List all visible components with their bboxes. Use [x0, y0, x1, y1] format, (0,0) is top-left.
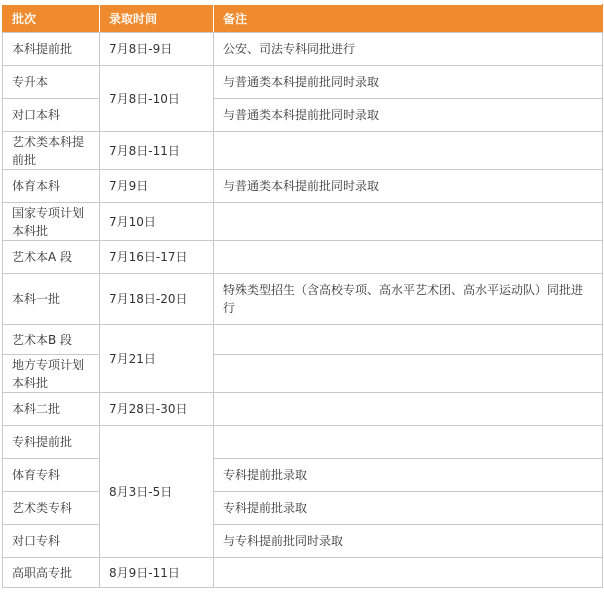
- table-row: [3, 558, 603, 588]
- table-row: [3, 33, 603, 66]
- table-row: [3, 525, 603, 558]
- batch-cell: 本科提前批: [3, 33, 100, 66]
- time-cell: 8月9日-11日: [100, 558, 214, 588]
- table-row: [3, 203, 603, 241]
- note-cell: [214, 426, 603, 459]
- table-row: [3, 274, 603, 325]
- table-header-row: [3, 5, 603, 33]
- time-cell: 7月16日-17日: [100, 241, 214, 274]
- time-cell: 7月8日-9日: [100, 33, 214, 66]
- note-cell: [214, 203, 603, 241]
- table-row: [3, 393, 603, 426]
- note-cell: 与专科提前批同时录取: [214, 525, 603, 558]
- table-row: [3, 132, 603, 170]
- batch-cell: 艺术本B 段: [3, 325, 100, 355]
- batch-cell: 国家专项计划本科批: [3, 203, 100, 241]
- note-cell: [214, 241, 603, 274]
- batch-cell: 本科一批: [3, 274, 100, 325]
- table-row: [3, 492, 603, 525]
- note-cell: [214, 355, 603, 393]
- table-row: [3, 241, 603, 274]
- batch-cell: 体育本科: [3, 170, 100, 203]
- note-cell: 与普通类本科提前批同时录取: [214, 66, 603, 99]
- batch-cell: 高职高专批: [3, 558, 100, 588]
- note-cell: [214, 132, 603, 170]
- batch-cell: 艺术类本科提前批: [3, 132, 100, 170]
- admission-schedule-table: [2, 4, 603, 588]
- note-cell: [214, 393, 603, 426]
- batch-cell: 体育专科: [3, 459, 100, 492]
- batch-cell: 艺术本A 段: [3, 241, 100, 274]
- time-cell: 7月9日: [100, 170, 214, 203]
- note-cell: 专科提前批录取: [214, 492, 603, 525]
- batch-cell: 本科二批: [3, 393, 100, 426]
- table-row: [3, 99, 603, 132]
- note-cell: 与普通类本科提前批同时录取: [214, 99, 603, 132]
- header-batch: 批次: [3, 5, 100, 33]
- table-row: [3, 426, 603, 459]
- time-cell: 7月21日: [100, 325, 214, 393]
- time-cell: 7月18日-20日: [100, 274, 214, 325]
- time-cell: 8月3日-5日: [100, 426, 214, 558]
- time-cell: 7月10日: [100, 203, 214, 241]
- batch-cell: 对口本科: [3, 99, 100, 132]
- time-cell: 7月8日-11日: [100, 132, 214, 170]
- batch-cell: 艺术类专科: [3, 492, 100, 525]
- batch-cell: 专升本: [3, 66, 100, 99]
- time-cell: 7月28日-30日: [100, 393, 214, 426]
- note-cell: 专科提前批录取: [214, 459, 603, 492]
- table-row: [3, 459, 603, 492]
- header-time: 录取时间: [100, 5, 214, 33]
- table-row: [3, 170, 603, 203]
- note-cell: 公安、司法专科同批进行: [214, 33, 603, 66]
- note-cell: 特殊类型招生（含高校专项、高水平艺术团、高水平运动队）同批进行: [214, 274, 603, 325]
- table-row: [3, 325, 603, 355]
- note-cell: [214, 325, 603, 355]
- batch-cell: 地方专项计划本科批: [3, 355, 100, 393]
- note-cell: 与普通类本科提前批同时录取: [214, 170, 603, 203]
- table-row: [3, 66, 603, 99]
- note-cell: [214, 558, 603, 588]
- batch-cell: 专科提前批: [3, 426, 100, 459]
- table-row: [3, 355, 603, 393]
- batch-cell: 对口专科: [3, 525, 100, 558]
- time-cell: 7月8日-10日: [100, 66, 214, 132]
- header-note: 备注: [214, 5, 603, 33]
